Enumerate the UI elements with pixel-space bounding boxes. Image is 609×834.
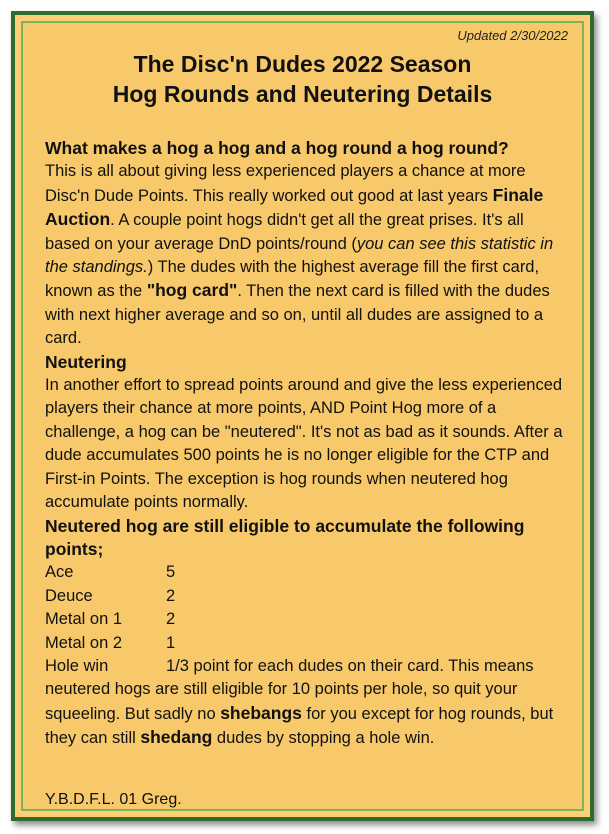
points-row-metal-on-1 xyxy=(45,608,573,631)
title-line-1: The Disc'n Dudes 2022 Season xyxy=(133,51,472,77)
points-row-name: Metal on 1 xyxy=(45,610,123,629)
points-row-value: 2 xyxy=(166,610,176,629)
points-row-hole-win xyxy=(45,655,573,751)
section1-text-c: ) The dudes with the highest average fill the first card, known as the xyxy=(45,258,540,301)
points-row-ace xyxy=(45,561,573,584)
section1-text-a: This is all about giving less experienced players a chance at more Disc'n Dude Points. This really worked out good at last years xyxy=(45,162,526,205)
finale-auction-text: Finale Auction xyxy=(45,184,544,230)
notice-panel xyxy=(21,21,584,811)
hole-win-text-b: for you except for hog rounds, but they can still xyxy=(45,704,554,748)
hole-win-text-a: 1/3 point for each dudes on their card. This means neutered hogs are still eligible for 10 points per hole, so quit your squeeling. But sadly no xyxy=(45,656,534,723)
points-row-value: 1 xyxy=(166,633,176,652)
points-row-value: 2 xyxy=(166,586,176,605)
section1-paragraph xyxy=(45,160,573,350)
body-content xyxy=(45,137,573,751)
points-list xyxy=(45,561,573,750)
section1-heading: What makes a hog a hog and a hog round a hog round? xyxy=(45,138,509,158)
points-row-metal-on-2 xyxy=(45,632,573,655)
section2-paragraph: In another effort to spread points around and give the less experienced players their chance at more points, AND Point Hog more of a challenge, a hog can be "neutered". It's not as bad as it sounds. After a dude accumulates 500 points he is no longer eligible for the CTP and First-in Points. The exception is hog rounds when neutered hog accumulate points normally. xyxy=(45,376,563,512)
shebangs-text: shebangs xyxy=(220,702,302,723)
title-line-2: Hog Rounds and Neutering Details xyxy=(112,81,493,107)
section1-text-d: . Then the next card is filled with the dudes with next higher average and so on, until all dudes are assigned to a card. xyxy=(45,282,550,348)
points-row-value: 5 xyxy=(166,563,176,582)
points-row-name: Ace xyxy=(45,563,74,582)
points-row-deuce xyxy=(45,585,573,608)
points-row-name: Metal on 2 xyxy=(45,633,123,652)
notice-frame xyxy=(11,11,594,821)
eligible-points-heading: Neutered hog are still eligible to accumulate the following points; xyxy=(45,515,525,559)
points-row-name: Deuce xyxy=(45,586,93,605)
updated-date: Updated 2/30/2022 xyxy=(457,28,568,43)
shedang-text: shedang xyxy=(140,727,213,748)
standings-note: you can see this statistic in the standings. xyxy=(45,234,554,277)
hog-card-text: "hog card" xyxy=(146,280,238,301)
signature-footer: Y.B.D.F.L. 01 Greg. xyxy=(45,791,182,808)
hole-win-text-c: dudes by stopping a hole win. xyxy=(212,729,435,748)
section1-text-b: . A couple point hogs didn't get all the great prises. It's all based on your average DnD points/round ( xyxy=(45,211,524,253)
points-row-name: Hole win xyxy=(45,656,109,675)
page-title xyxy=(23,49,582,109)
section2-heading: Neutering xyxy=(45,351,127,372)
